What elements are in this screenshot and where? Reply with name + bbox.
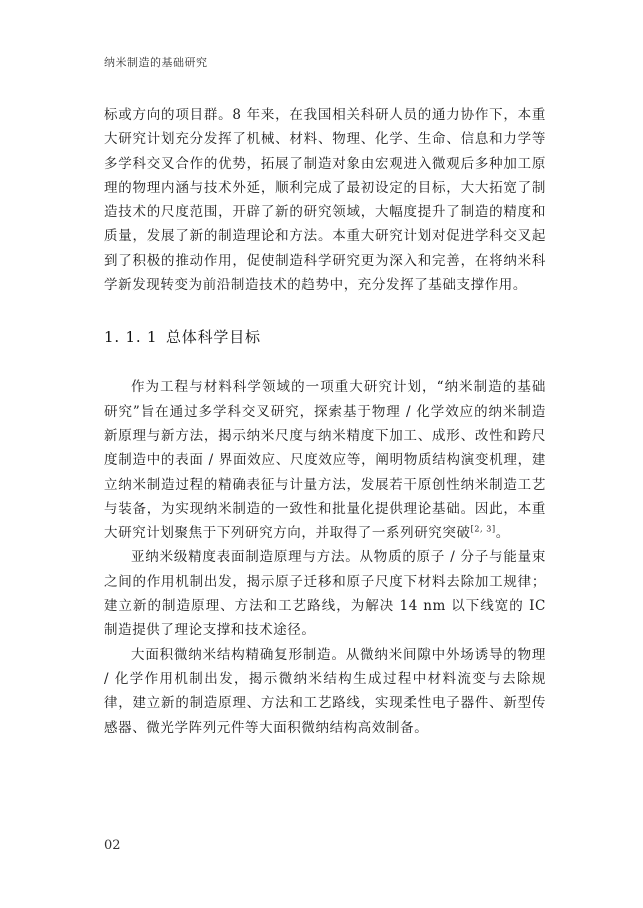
paragraph-subnano-surface: 亚纳米级精度表面制造原理与方法。从物质的原子 / 分子与能量束之间的作用机制出发，揭示原子迁移和原子尺度下材料去除加工规律；建立新的制造原理、方法和工艺路线，为解决 14 nm 以下线宽的 IC 制造提供了理论支撑和技术途径。 [104,549,546,639]
paragraph-continuation: 标或方向的项目群。8 年来，在我国相关科研人员的通力协作下，本重大研究计划充分发挥了机械、材料、物理、化学、生命、信息和力学等多学科交叉合作的优势，拓展了制造对象由宏观进入微观后多种加工原理的物理内涵与技术外延，顺利完成了最初设定的目标，大大拓宽了制造技术的尺度范围，开辟了新的研究领域，大幅度提升了制造的精度和质量，发展了新的制造理论和方法。本重大研究计划对促进学科交叉起到了积极的推动作用，促使制造科学研究更为深入和完善，在将纳米科学新发现转变为前沿制造技术的趋势中，充分发挥了基础支撑作用。 [104,107,546,294]
section-heading [104,326,546,348]
page-body [104,103,546,740]
section-number: 1. 1. 1 [104,328,158,347]
paragraph-overall-goal [104,375,546,545]
citation-reference: [2, 3] [470,524,496,534]
paragraph-large-area-replication: 大面积微纳米结构精确复形制造。从微纳米间隙中外场诱导的物理 / 化学作用机制出发，揭示微纳米结构生成过程中材料流变与去除规律，建立新的制造原理、方法和工艺路线，实现柔性电子器件、新型传感器、微光学阵列元件等大面积微纳结构高效制备。 [104,646,546,736]
running-header: 纳米制造的基础研究 [104,56,208,69]
paragraph-overall-goal-end: 。 [495,525,510,542]
page-number: 02 [104,838,121,853]
paragraph-overall-goal-text: 作为工程与材料科学领域的一项重大研究计划，“纳米制造的基础研究”旨在通过多学科交叉研究，探索基于物理 / 化学效应的纳米制造新原理与新方法，揭示纳米尺度与纳米精度下加工、成形、改性和跨尺度制造中的表面 / 界面效应、尺度效应等，阐明物质结构演变机理，建立纳米制造过程的精确表征与计量方法，发展若干原创性纳米制造工艺与装备，为实现纳米制造的一致性和批量化提供理论基础。因此，本重大研究计划聚焦于下列研究方向，并取得了一系列研究突破 [104,379,546,542]
section-title: 总体科学目标 [166,328,261,347]
